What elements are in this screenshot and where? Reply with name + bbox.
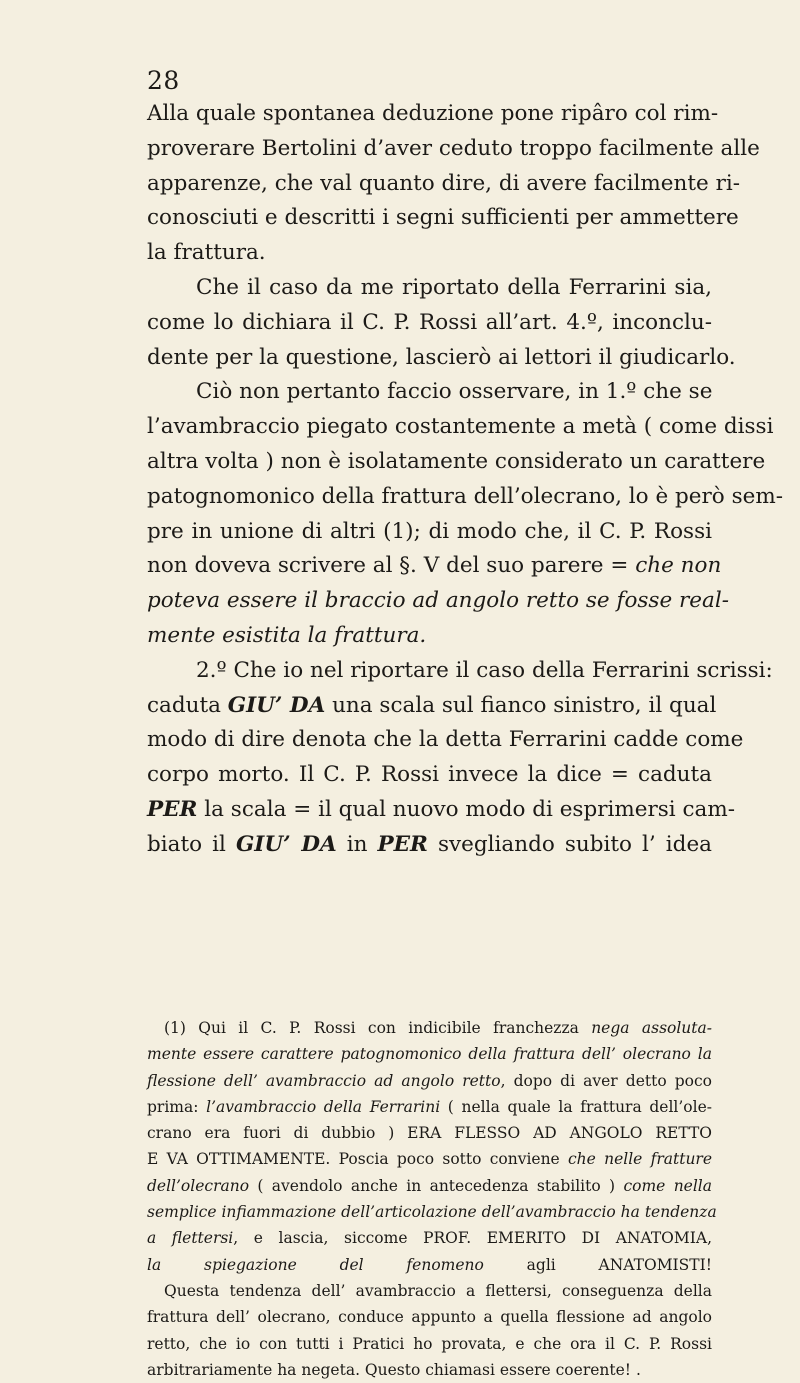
text-line: modo di dire denota che la detta Ferrarini cadde come <box>147 727 744 753</box>
text-line: dente per la questione, lascierò ai lettori il giudicarlo. <box>147 344 736 370</box>
italic-segment: che non <box>635 553 722 579</box>
text-line: Alla quale spontanea deduzione pone ripâro col rim- <box>147 101 719 126</box>
footnote-line: retto, che io con tutti i Pratici ho provata, e che ora il C. P. Rossi <box>147 1334 712 1353</box>
italic-segment: mente essere carattere patognomonico della frattura dell’ olecrano la <box>147 1045 712 1064</box>
text-line <box>147 619 712 654</box>
footnote-line: arbitrariamente ha negeta. Questo chiamasi essere coerente! . <box>147 1360 641 1379</box>
text-segment: E VA OTTIMAMENTE. Poscia poco sotto conviene <box>147 1150 568 1169</box>
italic-segment: nega assoluta- <box>591 1019 712 1037</box>
text-segment: ( nella quale la frattura dell’ole- <box>440 1097 712 1116</box>
text-line: apparenze, che val quanto dire, di avere facilmente ri- <box>147 170 740 196</box>
text-segment: biato il <box>147 831 236 857</box>
italic-segment: la spiegazione del fenomeno <box>147 1255 484 1274</box>
italic-segment: poteva essere il braccio ad angolo retto se fosse real- <box>147 588 729 614</box>
footnote-line: crano era fuori di dubbio ) ERA FLESSO AD ANGOLO RETTO <box>147 1124 712 1143</box>
footnote-block <box>147 1015 717 1383</box>
italic-segment: come nella <box>623 1176 713 1195</box>
text-line: altra volta ) non è isolatamente considerato un carattere <box>147 448 766 474</box>
text-line: l’avambraccio piegato costantemente a metà ( come dissi <box>147 414 774 440</box>
text-line <box>147 793 736 828</box>
text-line <box>147 584 729 619</box>
italic-segment: a flettersi <box>147 1229 234 1248</box>
bold-italic-segment: PER <box>147 796 198 822</box>
page-number: 28 <box>147 66 180 95</box>
footnote-line <box>147 1146 712 1172</box>
bold-italic-segment: DA <box>289 692 326 718</box>
text-segment: una scala sul fianco sinistro, il qual <box>325 692 717 718</box>
footnote-line <box>147 1041 712 1067</box>
bold-italic-segment: PER <box>377 831 428 857</box>
text-segment: caduta <box>147 692 228 718</box>
text-line <box>147 549 722 584</box>
text-line: come lo dichiara il C. P. Rossi all’art. 4.º, inconclu- <box>147 309 712 335</box>
text-line <box>147 828 712 863</box>
text-line: conosciuti e descritti i segni sufficienti per ammettere <box>147 205 739 231</box>
bold-italic-segment: DA <box>301 831 337 857</box>
bold-italic-segment: GIU’ <box>227 692 283 718</box>
text-segment: (1) Qui il C. P. Rossi con indicibile franchezza <box>164 1019 592 1037</box>
footnote-line <box>147 1225 712 1251</box>
text-segment: agli ANATOMISTI! <box>483 1255 712 1274</box>
italic-segment: che nelle fratture <box>568 1150 713 1169</box>
footnote-line <box>147 1199 717 1225</box>
text-line: proverare Bertolini d’aver ceduto troppo facilmente alle <box>147 135 760 161</box>
text-line: 2.º Che io nel riportare il caso della Ferrarini scrissi: <box>196 657 773 683</box>
text-segment: non doveva scrivere al §. V del suo parere = <box>147 553 636 579</box>
text-line: corpo morto. Il C. P. Rossi invece la dice = caduta <box>147 762 712 788</box>
footnote-line <box>147 1094 712 1120</box>
main-text <box>147 97 783 863</box>
italic-segment: mente esistita la frattura. <box>147 622 427 648</box>
text-segment: , dopo di aver detto poco <box>500 1071 712 1090</box>
footnote-line <box>147 1252 712 1278</box>
text-line: la frattura. <box>147 240 266 266</box>
italic-segment: semplice infiammazione dell’articolazione dell’avambraccio ha tendenza <box>147 1203 717 1222</box>
text-line: patognomonico della frattura dell’olecrano, lo è però sem- <box>147 483 783 509</box>
italic-segment: flessione dell’ avambraccio ad angolo retto <box>147 1071 501 1090</box>
footnote-line <box>147 1068 712 1094</box>
text-line <box>147 689 717 724</box>
text-segment: la scala = il qual nuovo modo di esprimersi cam- <box>204 796 736 822</box>
text-segment: in <box>336 831 378 857</box>
italic-segment: dell’olecrano <box>147 1176 250 1195</box>
text-line: Ciò non pertanto faccio osservare, in 1.º che se <box>196 379 713 405</box>
text-line: Che il caso da me riportato della Ferrarini sia, <box>196 274 712 300</box>
text-segment: prima: <box>147 1097 207 1116</box>
text-segment: svegliando subito l’ idea <box>427 831 712 857</box>
text-line: pre in unione di altri (1); di modo che, il C. P. Rossi <box>147 518 712 544</box>
footnote-line: frattura dell’ olecrano, conduce appunto a quella flessione ad angolo <box>147 1308 712 1327</box>
footnote-line: Questa tendenza dell’ avambraccio a flettersi, conseguenza della <box>164 1281 712 1300</box>
bold-italic-segment: GIU’ <box>235 831 291 857</box>
footnote-line <box>147 1173 712 1199</box>
text-segment: ( avendolo anche in antecedenza stabilito ) <box>249 1176 624 1195</box>
text-segment: , e lascia, siccome PROF. EMERITO DI ANATOMIA, <box>233 1229 713 1248</box>
footnote-line <box>147 1015 712 1041</box>
italic-segment: l’avambraccio della Ferrarini <box>206 1097 441 1116</box>
